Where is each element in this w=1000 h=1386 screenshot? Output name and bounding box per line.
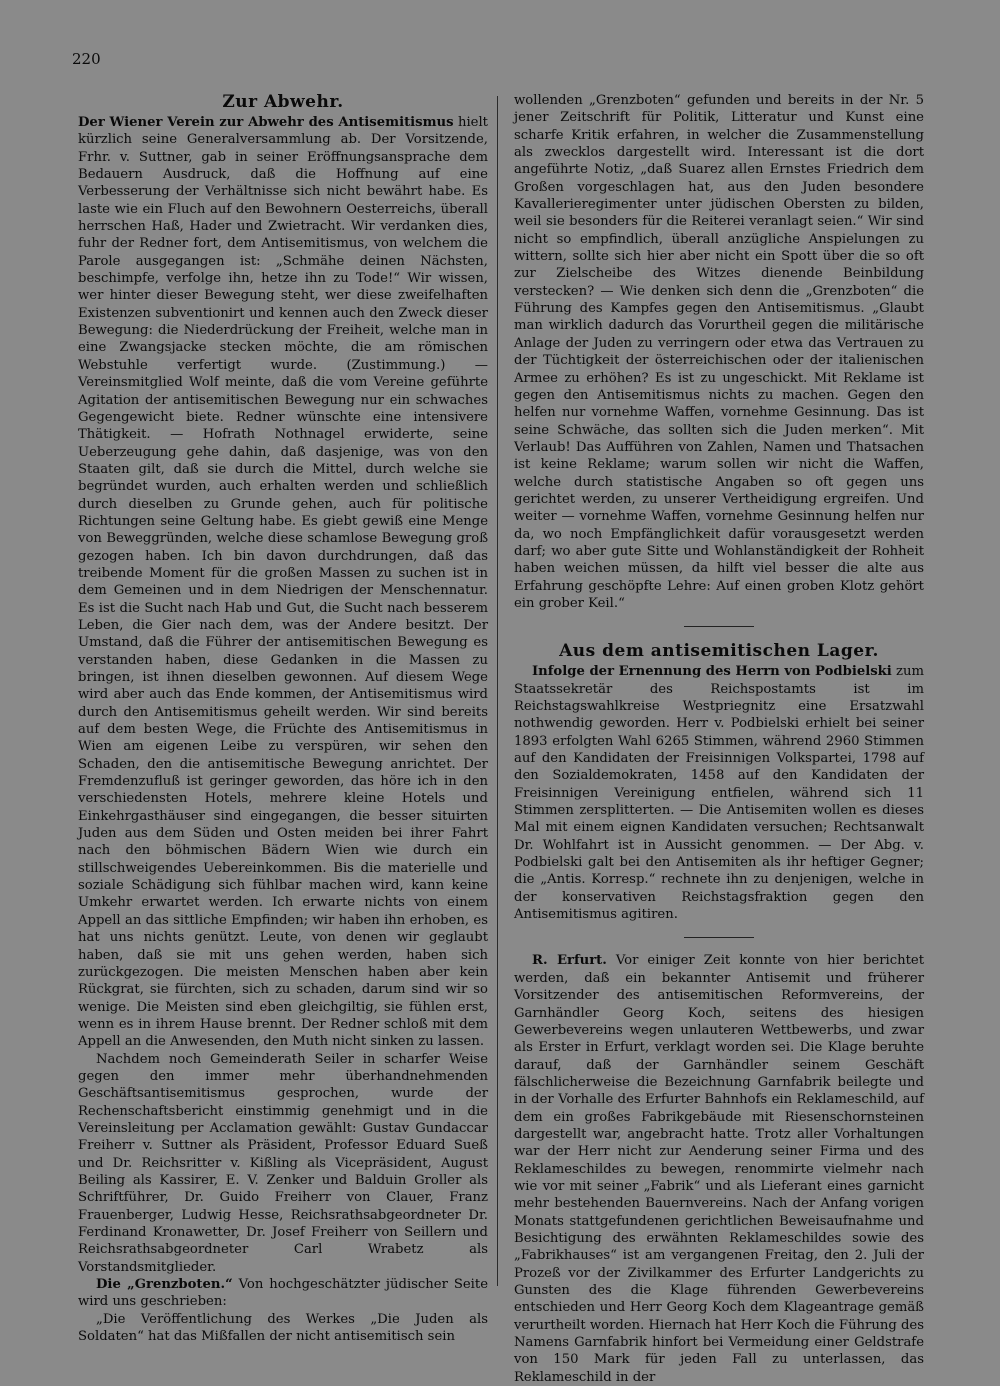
column-divider xyxy=(497,96,498,1286)
section-divider xyxy=(684,626,754,627)
article-lead: Die „Grenzboten.“ xyxy=(96,1277,233,1293)
article-podbielski xyxy=(514,663,924,923)
article-body: Von hochgeschätzter jüdischer Seite wird uns geschrieben: xyxy=(78,1277,488,1310)
right-column xyxy=(514,92,924,1386)
article-erfurt xyxy=(514,952,924,1386)
article-body: Vor einiger Zeit konnte von hier berichtet werden, daß ein bekannter Antisemit und früherer Vorsitzender des antisemitischen Reformvereins, der Garnhändler Georg Koch, seitens des hiesigen Gewerbevereins wegen unlauteren Wettbewerbs, und zwar als Erster in Erfurt, verklagt worden sei. Die Klage beruhte darauf, daß der Garnhändler seinem Geschäft fälschlicherweise die Bezeichnung Garnfabrik beilegte und in der Vorhalle des Erfurter Bahnhofs ein Reklameschild, auf dem ein großes Fabrikgebäude mit Riesenschornsteinen dargestellt war, angebracht hatte. Trotz aller Vorhaltungen war der Herr nicht zur Aenderung seiner Firma und des Reklameschildes zu bewegen, renommirte vielmehr nach wie vor mit seiner „Fabrik“ und als Lieferant eines garnicht mehr bestehenden Bauernvereins. Nach der Anfang vorigen Monats stattgefundenen gerichtlichen Beweisaufnahme und Besichtigung des erwähnten Reklameschildes sowie des „Fabrikhauses“ ist am vergangenen Freitag, den 2. Juli der Prozeß vor der Zivilkammer des Erfurter Landgerichts zu Gunsten des die Klage führenden Gewerbevereins entschieden und Herr Georg Koch dem Klageantrage gemäß verurtheilt worden. Hiernach hat Herr Koch die Führung des Namens Garnfabrik hinfort bei Vermeidung einer Geldstrafe von 150 Mark für jeden Fall zu unterlassen, das Reklameschild in der xyxy=(514,953,924,1385)
article-paragraph: Nachdem noch Gemeinderath Seiler in scharfer Weise gegen den immer mehr überhandnehmenden Geschäftsantisemitismus gesprochen, wurde der Rechenschaftsbericht einstimmig genehmigt und in die Vereinsleitung per Acclamation gewählt: Gustav Gundaccar Freiherr v. Suttner als Präsident, Professor Eduard Sueß und Dr. Reichsritter v. Kißling als Vicepräsident, August Beiling als Kassirer, E. V. Zenker und Balduin Groller als Schriftführer, Dr. Guido Freiherr von Clauer, Franz Frauenberger, Ludwig Hesse, Reichsrathsabgeordneter Dr. Ferdinand Kronawetter, Dr. Josef Freiherr von Seillern und Reichsrathsabgeordneter Carl Wrabetz als Vorstandsmitglieder. xyxy=(78,1051,488,1275)
article-lead: Infolge der Ernennung des Herrn von Podbielski xyxy=(532,664,892,680)
section-title-abwehr: Zur Abwehr. xyxy=(222,92,344,112)
section-divider xyxy=(684,937,754,938)
left-column xyxy=(78,92,488,1345)
article-body: zum Staatssekretär des Reichspostamts ist im Reichstagswahlkreise Westpriegnitz eine Ersatzwahl nothwendig geworden. Herr v. Podbielski erhielt bei seiner 1893 erfolgten Wahl 6265 Stimmen, während 2960 Stimmen auf den Kandidaten der Freisinnigen Volkspartei, 1798 auf den Sozialdemokraten, 1458 auf den Kandidaten der Freisinnigen Vereinigung entfielen, während sich 11 Stimmen zersplitterten. — Die Antisemiten wollen es dieses Mal mit einem eignen Kandidaten versuchen; Rechtsanwalt Dr. Wohlfahrt ist in Aussicht genommen. — Der Abg. v. Podbielski galt bei den Antisemiten als ihr heftiger Gegner; die „Antis. Korresp.“ rechnete ihn zu denjenigen, welche in der konservativen Reichstagsfraktion gegen den Antisemitismus agitiren. xyxy=(514,664,924,923)
article-lead: R. Erfurt. xyxy=(532,953,607,969)
article-wiener-verein xyxy=(78,114,488,1051)
page-number: 220 xyxy=(72,50,101,68)
article-lead: Der Wiener Verein zur Abwehr des Antisemitismus xyxy=(78,115,454,130)
article-grenzboten xyxy=(78,1276,488,1311)
article-paragraph-continued: wollenden „Grenzboten“ gefunden und bereits in der Nr. 5 jener Zeitschrift für Politik, Litteratur und Kunst eine scharfe Kritik erfahren, in welcher die Zusammenstellung als zwecklos dargestellt wird. Interessant ist die dort angeführte Notiz, „daß Suarez allen Ernstes Friedrich dem Großen vorgeschlagen hat, aus den Juden besondere Kavallerieregimenter unter jüdischen Obersten zu bilden, weil sie besonders für die Reiterei veranlagt seien.“ Wir sind nicht so empfindlich, überall anzügliche Anspielungen zu wittern, sollte sich hier aber nicht ein Spott über die so oft zur Zielscheibe des Witzes dienende Beinbildung verstecken? — Wie denken sich denn die „Grenzboten“ die Führung des Kampfes gegen den Antisemitismus. „Glaubt man wirklich dadurch das Vorurtheil gegen die militärische Anlage der Juden zu verringern oder etwa das Vertrauen zu der Tüchtigkeit der österreichischen oder der italienischen Armee zu erhöhen? Es ist zu ungeschickt. Mit Reklame ist gegen den Antisemitismus nichts zu machen. Gegen den helfen nur vornehme Waffen, vornehme Gesinnung. Das ist seine Schwäche, das sollten sich die Juden merken“. Mit Verlaub! Das Aufführen von Zahlen, Namen und Thatsachen ist keine Reklame; warum sollen wir nicht die Waffen, welche durch statistische Angaben so oft gegen uns gerichtet werden, zu unserer Vertheidigung ergreifen. Und weiter — vornehme Waffen, vornehme Gesinnung helfen nur da, wo noch Empfänglichkeit dafür vorausgesetzt werden darf; wo aber gute Sitte und Wohlanständigkeit der Rohheit haben weichen müssen, da hilft viel besser die alte aus Erfahrung geschöpfte Lehre: Auf einen groben Klotz gehört ein grober Keil.“ xyxy=(514,93,924,611)
section-title-lager: Aus dem antisemitischen Lager. xyxy=(559,641,879,662)
article-paragraph: „Die Veröffentlichung des Werkes „Die Juden als Soldaten“ hat das Mißfallen der nicht antisemitisch sein xyxy=(78,1311,488,1345)
article-body: hielt kürzlich seine Generalversammlung ab. Der Vorsitzende, Frhr. v. Suttner, gab in seiner Eröffnungsansprache dem Bedauern Ausdruck, daß die Hoffnung auf eine Verbesserung der Verhältnisse sich nicht bewährt habe. Es laste wie ein Fluch auf den Bewohnern Oesterreichs, überall herrschen Haß, Hader und Zwietracht. Wir verdanken dies, fuhr der Redner fort, dem Antisemitismus, von welchem die Parole ausgegangen ist: „Schmähe deinen Nächsten, beschimpfe, verfolge ihn, hetze ihn zu Tode!“ Wir wissen, wer hinter dieser Bewegung steht, wer diese zweifelhaften Existenzen subventionirt und kennen auch den Zweck dieser Bewegung: die Niederdrückung der Freiheit, welche man in eine Zwangsjacke stecken möchte, die am römischen Webstuhle verfertigt wurde. (Zustimmung.) — Vereinsmitglied Wolf meinte, daß die vom Vereine geführte Agitation der antisemitischen Bewegung nur ein schwaches Gegengewicht biete. Redner wünschte eine intensivere Thätigkeit. — Hofrath Nothnagel erwiderte, seine Ueberzeugung gehe dahin, daß dasjenige, was von den Staaten gilt, daß sie durch die Mittel, durch welche sie begründet wurden, auch erhalten werden und schließlich durch dieselben zu Grunde gehen, auch für politische Richtungen seine Geltung habe. Es giebt gewiß eine Menge von Beweggründen, welche diese schamlose Bewegung groß gezogen haben. Ich bin davon durchdrungen, daß das treibende Moment für die großen Massen zu suchen ist in dem Gemeinen und in dem Niedrigen der Menschennatur. Es ist die Sucht nach Hab und Gut, die Sucht nach besserem Leben, die Gier nach dem, was der Andere besitzt. Der Umstand, daß die Führer der antisemitischen Bewegung es verstanden haben, diese Gedanken in die Massen zu bringen, ist ihnen dieselben gewonnen. Auf diesem Wege wird aber auch das Ende kommen, der Antisemitismus wird durch den Antisemitismus geheilt werden. Wir sind bereits auf dem besten Wege, die Früchte des Antisemitismus in Wien am eigenen Leibe zu verspüren, wir sehen den Schaden, den die antisemitische Bewegung anrichtet. Der Fremdenzufluß ist geringer geworden, das höre ich in den verschiedensten Hotels, mehrere kleine Hotels und Einkehrgasthäuser sind eingegangen, die besser situirten Juden aus dem Süden und Osten meiden bei ihrer Fahrt nach den böhmischen Bädern Wien wie durch ein stillschweigendes Uebereinkommen. Bis die materielle und soziale Schädigung sich fühlbar machen wird, kann keine Umkehr erwartet werden. Ich erwarte nichts von einem Appell an das sittliche Empfinden; wir haben ihn erhoben, es hat uns nichts genützt. Leute, von denen wir geglaubt haben, daß sie mit uns gehen werden, haben sich zurückgezogen. Die meisten Menschen haben aber kein Rückgrat, sie fürchten, sich zu schaden, darum sind wir so wenige. Die Meisten sind eben gleichgiltig, sie fühlen erst, wenn es in ihrem Hause brennt. Der Redner schloß mit dem Appell an die Anwesenden, den Muth nicht sinken zu lassen. xyxy=(78,115,488,1050)
